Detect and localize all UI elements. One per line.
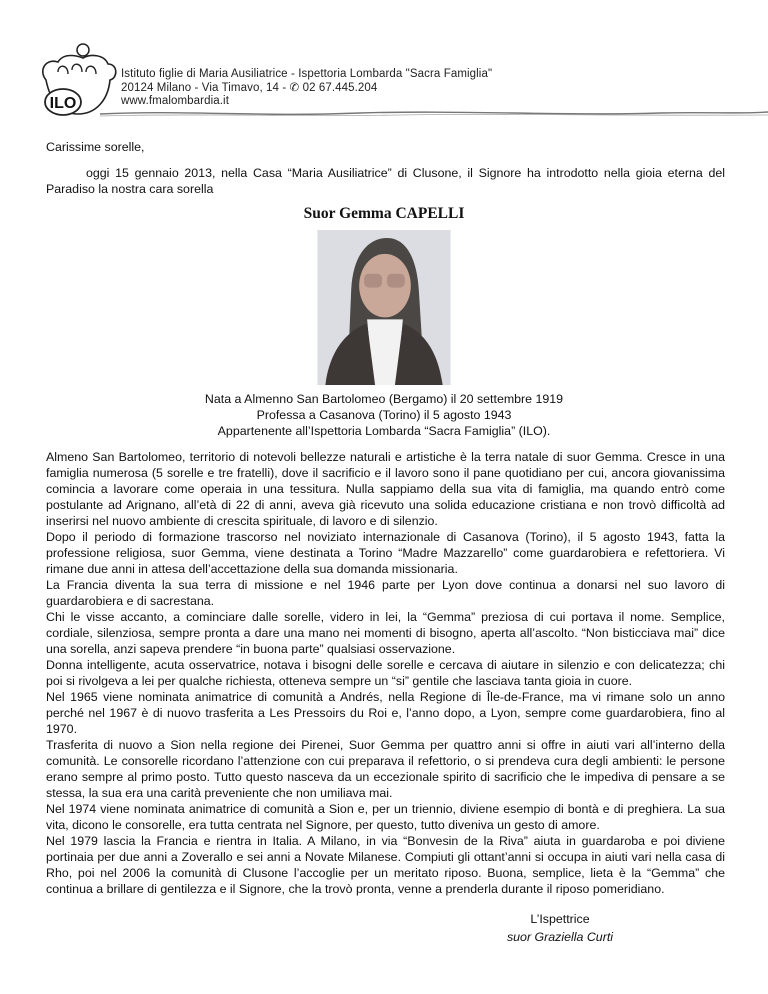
logo-text: ILO	[49, 95, 77, 112]
institute-website[interactable]: www.fmalombardia.it	[121, 95, 229, 107]
signature-block	[440, 910, 680, 946]
letterhead-wavy-rule	[100, 108, 768, 118]
paragraph: Donna intelligente, acuta osservatrice, notava i bisogni delle sorelle e cercava di aiutare in silenzio e con delicatezza; chi poi si rivolgeva a lei per qualche richiesta, otteneva sempre un “si” gentile che lasciava tanta gioia in cuore.	[46, 658, 725, 688]
paragraph: Trasferita di nuovo a Sion nella regione dei Pirenei, Suor Gemma per quattro anni si offre in aiuti vari all’interno della comunità. Le consorelle ricordano l’attenzione con cui preparava il refettorio, o si prendeva cura degli ambienti: le persone erano sempre al primo posto. Tutto questo nasceva da un eccezionale spirito di sacrificio che le impediva di pensare a se stessa, la sua era una carità preveniente che non umiliava mai.	[46, 738, 725, 800]
paragraph: La Francia diventa la sua terra di missione e nel 1946 parte per Lyon dove continua a donarsi nel suo lavoro di guardarobiera e di sacrestana.	[46, 578, 725, 608]
province-caption: Appartenente all’Ispettoria Lombarda “Sacra Famiglia” (ILO).	[217, 424, 551, 438]
signature-name: suor Graziella Curti	[506, 930, 614, 944]
paragraph: Nel 1979 lascia la Francia e rientra in Italia. A Milano, in via “Bonvesin de la Riva” aiuta in guardaroba e poi diviene portinaia per due anni a Zoverallo e sei anni a Novate Milanese. Compiuti gli ottant’anni si occupa in aiuti vari nella casa di Rho, poi nel 2006 la comunità di Clusone l’accoglie per un meritato riposo. Buona, semplice, lieta è la “Gemma” che continua a brillare di gentilezza e il Signore, che la trovò pronta, venne a prenderla durante il riposo pomeridiano.	[46, 834, 725, 896]
paragraph: Nel 1974 viene nominata animatrice di comunità a Sion e, per un triennio, diviene esempio di bontà e di preghiera. La sua vita, dicono le consorelle, era tutta centrata nel Signore, per questo, tutto diveniva un gesto di amore.	[46, 802, 725, 832]
deceased-name: Suor Gemma CAPELLI	[303, 205, 465, 222]
portrait-photo	[317, 230, 451, 385]
letterhead	[121, 68, 492, 109]
biography-body	[46, 449, 725, 897]
institute-address: 20124 Milano - Via Timavo, 14 - ✆ 02 67.445.204	[121, 81, 378, 94]
paragraph: Dopo il periodo di formazione trascorso nel noviziato internazionale di Casanova (Torino), il 5 agosto 1943, fatta la professione religiosa, suor Gemma, viene destinata a Torino “Madre Mazzarello” come guardarobiera e refettoriera. Vi rimane due anni in attesa dell’accettazione della sua domanda missionaria.	[46, 530, 725, 576]
greeting: Carissime sorelle,	[46, 140, 145, 154]
paragraph: Nel 1965 viene nominata animatrice di comunità a Andrés, nella Regione di Île-de-France, ma vi rimane solo un anno perché nel 1967 è di nuovo trasferita a Les Pressoirs du Roi e, l’anno dopo, a Lyon, sempre come guardarobiera, fino al 1970.	[46, 690, 725, 736]
institute-name: Istituto figlie di Maria Ausiliatrice - Ispettoria Lombarda "Sacra Famiglia"	[121, 68, 493, 80]
intro-paragraph: oggi 15 gennaio 2013, nella Casa “Maria Ausiliatrice” di Clusone, il Signore ha introdotto nella gioia eterna del Paradiso la nostra cara sorella	[46, 166, 725, 196]
paragraph: Almeno San Bartolomeo, territorio di notevoli bellezze naturali e artistiche è la terra natale di suor Gemma. Cresce in una famiglia numerosa (5 sorelle e tre fratelli), dove il sacrificio e il lavoro sono il pane quotidiano per cui, ancora giovanissima comincia a lavorare come operaia in una tessitura. Nulla sappiamo della sua vita di famiglia, ma quando entrò come postulante ad Arignano, all’età di 22 di anni, aveva già ricevuto una solida educazione cristiana e non trovò difficoltà ad inserirsi nel nuovo ambiente di crescita spirituale, di lavoro e di silenzio.	[46, 450, 725, 528]
profession-caption: Professa a Casanova (Torino) il 5 agosto 1943	[256, 408, 512, 422]
biographical-captions	[0, 391, 768, 439]
birth-caption: Nata a Almenno San Bartolomeo (Bergamo) il 20 settembre 1919	[204, 392, 564, 406]
ilo-logo	[38, 40, 118, 118]
paragraph: Chi le visse accanto, a cominciare dalle sorelle, videro in lei, la “Gemma” preziosa di cui portava il nome. Semplice, cordiale, silenziosa, sempre pronta a dare una mano nei momenti di bisogno, aperta all’ascolto. “Non bisticciava mai” dice una sorella, anzi sapeva prendere “in buona parte” qualsiasi osservazione.	[46, 610, 725, 656]
signature-role: L’Ispettrice	[530, 912, 590, 926]
